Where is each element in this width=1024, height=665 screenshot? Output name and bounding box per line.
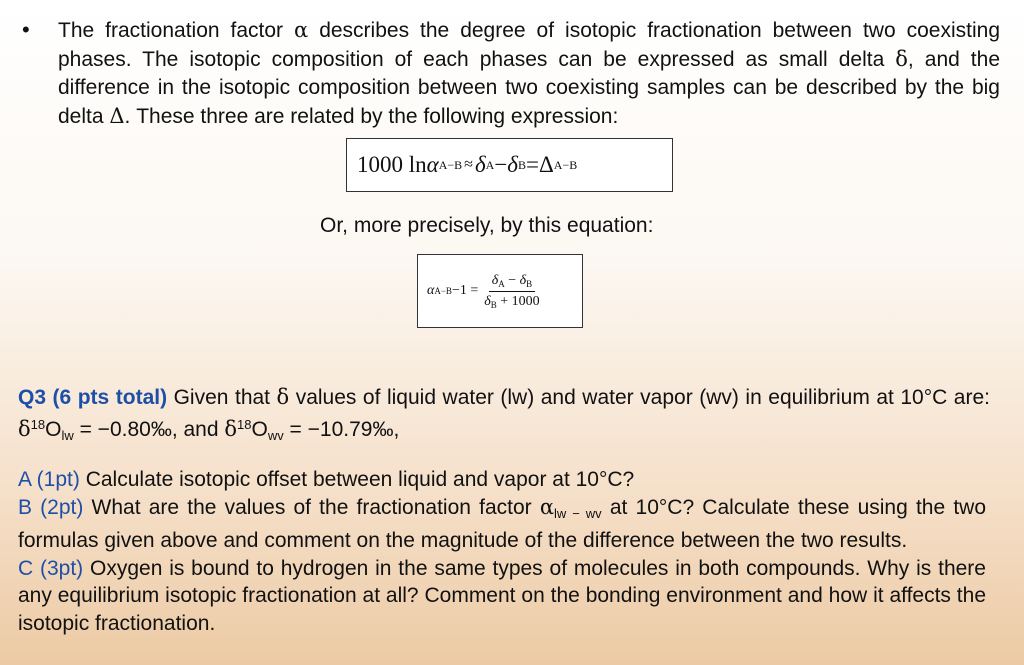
eq2-num-delta-b: δ xyxy=(519,272,527,288)
eq1-sub-a: A xyxy=(485,157,495,172)
intro-text-1: The fractionation factor xyxy=(58,19,295,42)
part-c-text: Oxygen is bound to hydrogen in the same types of molecules in both compounds. Why is there any equilibrium isotopic fractionation at all? Comment on the bonding environment and how it affects the isotopic fractionation. xyxy=(18,556,986,635)
part-a-label: A (1pt) xyxy=(18,468,80,491)
part-a xyxy=(18,466,986,494)
eq1-delta-a: δ xyxy=(474,152,486,177)
eq1-sub-ab-2: A−B xyxy=(553,157,578,172)
question-sub-lw: lw xyxy=(61,428,74,443)
eq1-delta-b: δ xyxy=(507,152,518,177)
intro-text-4: . These three are related by the following expression: xyxy=(124,105,619,128)
eq1-approx: ≈ xyxy=(464,156,473,173)
eq2-numerator xyxy=(489,273,535,292)
delta-symbol: δ xyxy=(895,47,908,71)
eq2-fraction xyxy=(481,273,542,310)
eq2-den-delta-b: δ xyxy=(484,293,491,309)
question-value-lw: = −0.80‰, and xyxy=(73,418,225,441)
or-text: Or, more precisely, by this equation: xyxy=(320,214,654,237)
question-parts xyxy=(18,466,986,637)
question-mass-wv: 18 xyxy=(237,417,252,432)
question-paragraph xyxy=(18,384,990,449)
question-element-lw: O xyxy=(45,418,62,441)
eq1-prefix: 1000 ln xyxy=(357,152,427,177)
eq1-sub-b: B xyxy=(518,157,527,172)
part-b-sub: lw − wv xyxy=(554,505,602,521)
eq2-num-delta-a: δ xyxy=(491,272,499,288)
equation-approximate xyxy=(346,138,673,192)
eq2-den-plus: + 1000 xyxy=(496,293,540,309)
equation-precise xyxy=(417,254,583,328)
intro-text-2: describes the degree of isotopic fractionation between two coexisting phases. The isotopic composition of each phases can be expressed as small delta xyxy=(58,19,1000,71)
eq2-den-sub-b: B xyxy=(490,299,497,310)
eq1-alpha: α xyxy=(426,152,439,177)
eq2-num-minus: − xyxy=(504,272,520,288)
question-element-wv: O xyxy=(251,418,268,441)
eq2-alpha: α xyxy=(427,283,435,298)
question-text-1: Given that xyxy=(167,386,277,409)
eq2-denominator xyxy=(481,292,542,310)
part-b-text-2: at 10°C? Calculate these using the two formulas given above and comment on the magnitude of the difference between the two results. xyxy=(18,495,986,552)
question-sub-wv: wv xyxy=(267,428,284,443)
question-delta: δ xyxy=(276,385,290,409)
bullet-point: • xyxy=(22,17,30,42)
eq1-equals: = xyxy=(526,152,539,177)
eq2-num-sub-a: A xyxy=(498,278,505,289)
eq1-sub-ab: A−B xyxy=(438,157,463,172)
part-a-text: Calculate isotopic offset between liquid and vapor at 10°C? xyxy=(79,468,635,491)
eq1-minus: − xyxy=(494,152,508,177)
part-b xyxy=(18,494,986,555)
part-c xyxy=(18,555,986,638)
question-text-2: values of liquid water (lw) and water vapor (wv) in equilibrium at 10°C are: xyxy=(289,386,990,409)
part-b-label: B (2pt) xyxy=(18,495,84,519)
eq2-sub-ab: A−B xyxy=(434,286,452,296)
question-delta-lw: δ xyxy=(18,417,31,441)
question-value-wv: = −10.79‰, xyxy=(283,418,400,441)
part-b-text-1: What are the values of the fractionation factor xyxy=(83,495,540,519)
part-b-alpha: α xyxy=(539,494,554,519)
intro-paragraph xyxy=(22,16,1002,131)
eq2-minus-one: −1 = xyxy=(451,283,479,298)
part-c-label: C (3pt) xyxy=(18,556,84,580)
alpha-symbol: α xyxy=(294,18,309,42)
big-delta-symbol: Δ xyxy=(109,104,125,128)
question-mass-lw: 18 xyxy=(30,417,46,432)
eq2-num-sub-b: B xyxy=(526,278,533,289)
question-delta-wv: δ xyxy=(224,417,238,441)
question-label: Q3 (6 pts total) xyxy=(18,386,168,409)
intro-text-3: , and the difference in the isotopic composition between two coexisting samples can be described by the big delta xyxy=(58,48,1000,128)
eq1-big-delta: Δ xyxy=(539,152,554,177)
intro-text xyxy=(58,16,1000,131)
